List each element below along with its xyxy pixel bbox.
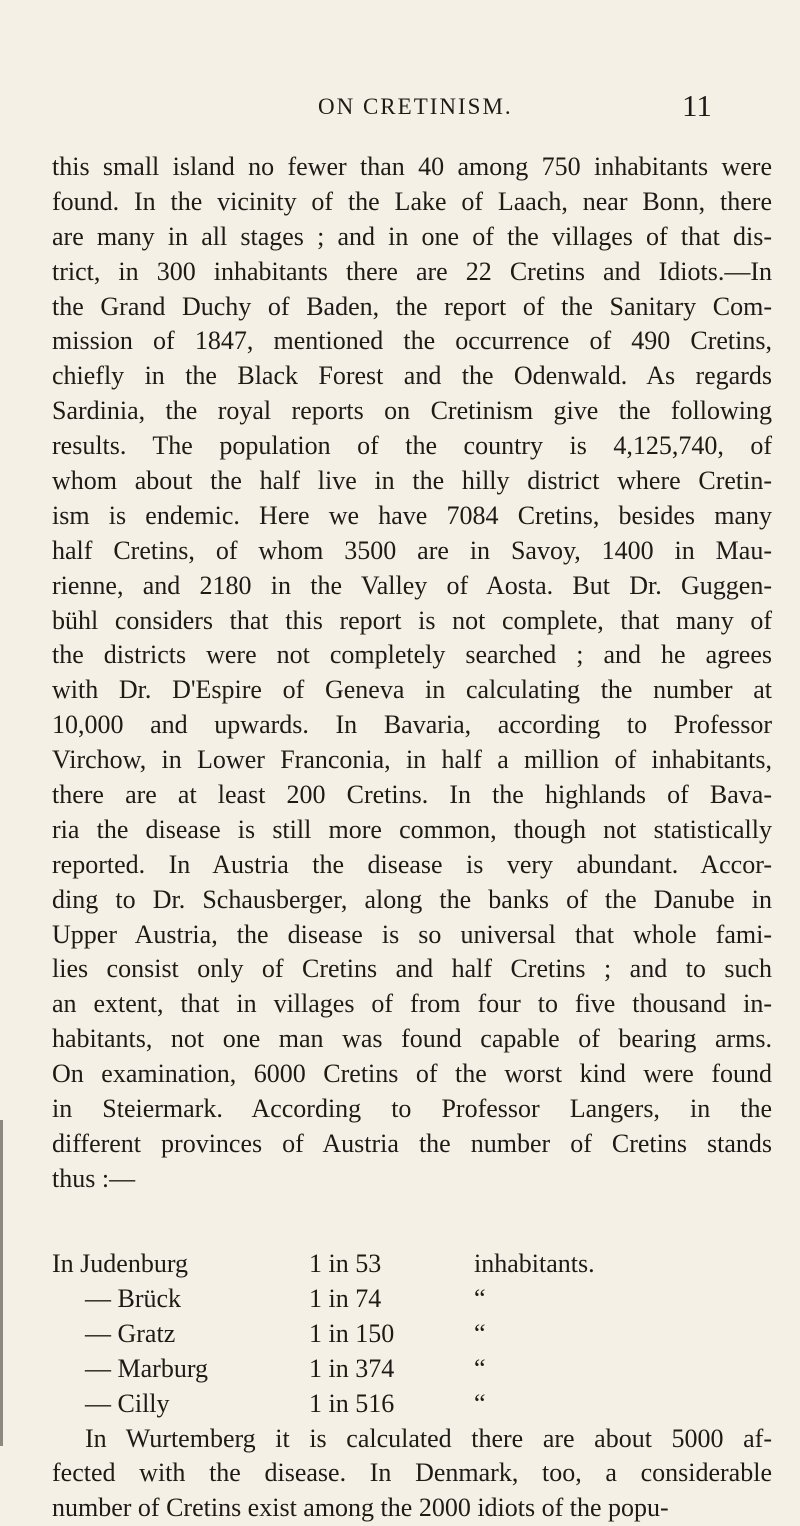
text-line: there are at least 200 Cretins. In the highlands of Bava- [52, 778, 772, 813]
unit-label: inhabitants. [474, 1247, 595, 1282]
ratio-value: 1 in 150 [309, 1317, 394, 1352]
text-line: in Steiermark. According to Professor Langers, in the [52, 1092, 772, 1127]
text-line: lies consist only of Cretins and half Cretins ; and to such [52, 952, 772, 987]
place-name: In Judenburg [52, 1247, 188, 1282]
ratio-value: 1 in 516 [309, 1387, 394, 1422]
text-line: thus :— [52, 1162, 772, 1197]
ratio-value: 1 in 374 [309, 1352, 394, 1387]
text-line: number of Cretins exist among the 2000 idiots of the popu- [52, 1491, 772, 1526]
closing-paragraph [52, 1422, 772, 1526]
text-line: trict, in 300 inhabitants there are 22 Cretins and Idiots.—In [52, 255, 772, 290]
text-line: In Wurtemberg it is calculated there are about 5000 af- [52, 1422, 772, 1457]
ratio-value: 1 in 74 [309, 1282, 381, 1317]
place-name: — Brück [85, 1282, 181, 1317]
body-text [52, 150, 772, 1197]
ditto-mark: “ [474, 1317, 486, 1352]
text-line: the Grand Duchy of Baden, the report of the Sanitary Com- [52, 290, 772, 325]
table-row [52, 1387, 772, 1422]
text-line: rienne, and 2180 in the Valley of Aosta. But Dr. Guggen- [52, 569, 772, 604]
text-line: reported. In Austria the disease is very abundant. Accor- [52, 848, 772, 883]
text-line: bühl considers that this report is not complete, that many of [52, 604, 772, 639]
running-title: ON CRETINISM. [318, 94, 513, 120]
place-name: — Marburg [85, 1352, 208, 1387]
place-name: — Cilly [85, 1387, 170, 1422]
place-name: — Gratz [85, 1317, 175, 1352]
page-number: 11 [682, 88, 712, 124]
text-line: with Dr. D'Espire of Geneva in calculating the number at [52, 673, 772, 708]
text-line: Upper Austria, the disease is so universal that whole fami- [52, 918, 772, 953]
table-row [52, 1317, 772, 1352]
table-row [52, 1282, 772, 1317]
text-line: ism is endemic. Here we have 7084 Cretins, besides many [52, 499, 772, 534]
ratio-value: 1 in 53 [309, 1247, 381, 1282]
table-row [52, 1352, 772, 1387]
text-line: mission of 1847, mentioned the occurrence of 490 Cretins, [52, 324, 772, 359]
page-edge-shadow [0, 1120, 3, 1446]
text-line: Virchow, in Lower Franconia, in half a million of inhabitants, [52, 743, 772, 778]
text-line: found. In the vicinity of the Lake of Laach, near Bonn, there [52, 185, 772, 220]
text-line: whom about the half live in the hilly district where Cretin- [52, 464, 772, 499]
text-line: 10,000 and upwards. In Bavaria, according to Professor [52, 708, 772, 743]
text-line: different provinces of Austria the number of Cretins stands [52, 1127, 772, 1162]
text-line: results. The population of the country is 4,125,740, of [52, 429, 772, 464]
text-line: an extent, that in villages of from four to five thousand in- [52, 987, 772, 1022]
ditto-mark: “ [474, 1352, 486, 1387]
cretin-ratio-table [52, 1247, 772, 1421]
running-header [0, 92, 800, 122]
text-line: Sardinia, the royal reports on Cretinism give the following [52, 394, 772, 429]
text-line: fected with the disease. In Denmark, too, a considerable [52, 1456, 772, 1491]
text-line: the districts were not completely searched ; and he agrees [52, 638, 772, 673]
text-line: On examination, 6000 Cretins of the worst kind were found [52, 1057, 772, 1092]
ditto-mark: “ [474, 1282, 486, 1317]
text-line: this small island no fewer than 40 among 750 inhabitants were [52, 150, 772, 185]
text-line: chiefly in the Black Forest and the Odenwald. As regards [52, 359, 772, 394]
text-line: ria the disease is still more common, though not statistically [52, 813, 772, 848]
text-line: ding to Dr. Schausberger, along the banks of the Danube in [52, 883, 772, 918]
text-line: habitants, not one man was found capable of bearing arms. [52, 1022, 772, 1057]
table-row [52, 1247, 772, 1282]
text-line: are many in all stages ; and in one of the villages of that dis- [52, 220, 772, 255]
ditto-mark: “ [474, 1387, 486, 1422]
text-line: half Cretins, of whom 3500 are in Savoy, 1400 in Mau- [52, 534, 772, 569]
